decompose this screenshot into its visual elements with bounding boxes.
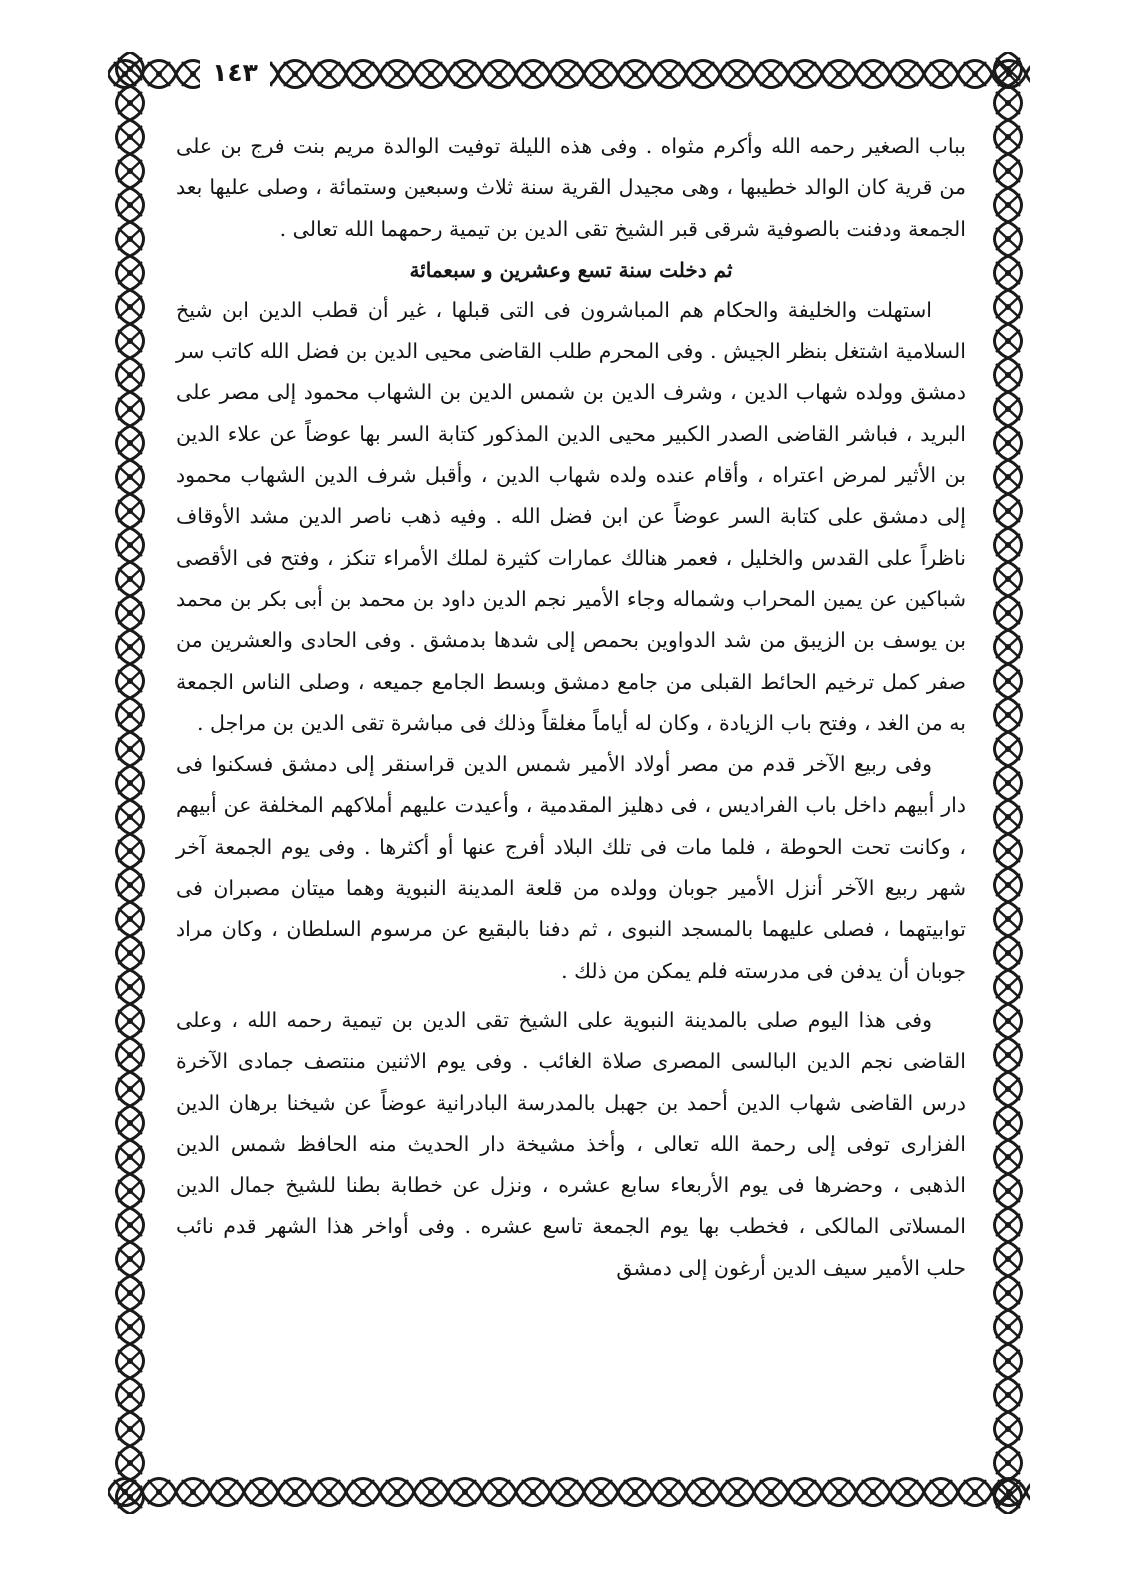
ornamental-border-left	[108, 52, 152, 1514]
paragraph: وفى هذا اليوم صلى بالمدينة النبوية على الشيخ تقى الدين بن تيمية رحمه الله ، وعلى القاضى نجم الدين البالسى المصرى صلاة الغائب . وفى يوم الاثنين منتصف جمادى الآخرة درس القاضى شهاب الدين أحمد بن جهبل بالمدرسة البادرانية عوضاً عن شيخنا برهان الدين الفزارى توفى إلى رحمة الله تعالى ، وأخذ مشيخة دار الحديث منه الحافظ شمس الدين الذهبى ، وحضرها فى يوم الأربعاء سابع عشره ، ونزل عن خطابة بطنا للشيخ جمال الدين المسلاتى المالكى ، فخطب بها يوم الجمعة تاسع عشره . وفى أواخر هذا الشهر قدم نائب حلب الأمير سيف الدين أرغون إلى دمشق	[176, 1007, 966, 1280]
paragraph: استهلت والخليفة والحكام هم المباشرون فى التى قبلها ، غير أن قطب الدين ابن شيخ السلامية اشتغل بنظر الجيش . وفى المحرم طلب القاضى محيى الدين بن فضل الله كاتب سر دمشق وولده شهاب الدين ، وشرف الدين بن شمس الدين بن الشهاب محمود إلى مصر على البريد ، فباشر القاضى الصدر الكبير محيى الدين المذكور كتابة السر بها عوضاً عن علاء الدين بن الأثير لمرض اعتراه ، وأقام عنده ولده شهاب الدين ، وأقبل شرف الدين الشهاب محمود إلى دمشق على كتابة السر عوضاً عن ابن فضل الله . وفيه ذهب ناصر الدين مشد الأوقاف ناظراً على القدس والخليل ، فعمر هنالك عمارات كثيرة لملك الأمراء تنكز ، وفتح فى الأقصى شباكين عن يمين المحراب وشماله وجاء الأمير نجم الدين داود بن محمد بن أبى بكر بن محمد بن يوسف بن الزيبق من شد الدواوين بحمص إلى شدها بدمشق . وفى الحادى والعشرين من صفر كمل ترخيم الحائط القبلى من جامع دمشق وبسط الجامع جميعه ، وصلى الناس الجمعة به من الغد ، وفتح باب الزيادة ، وكان له أياماً مغلقاً وذلك فى مباشرة تقى الدين بن مراجل .	[176, 297, 966, 735]
page-text	[176, 126, 966, 1289]
paragraph: وفى ربيع الآخر قدم من مصر أولاد الأمير شمس الدين قراسنقر إلى دمشق فسكنوا فى دار أبيهم داخل باب الفراديس ، فى دهليز المقدمية ، وأعيدت عليهم أملاكهم المخلفة عن أبيهم ، وكانت تحت الحوطة ، فلما مات فى تلك البلاد أفرج عنها أو أكثرها . وفى يوم الجمعة آخر شهر ربيع الآخر أنزل الأمير جوبان وولده من قلعة المدينة النبوية وهما ميتان مصبران فى توابيتهما ، فصلى عليهما بالمسجد النبوى ، ثم دفنا بالبقيع عن مرسوم السلطان ، وكان مراد جوبان أن يدفن فى مدرسته فلم يمكن من ذلك .	[176, 752, 966, 983]
ornamental-border-right	[986, 52, 1030, 1514]
paragraph: بباب الصغير رحمه الله وأكرم مثواه . وفى هذه الليلة توفيت الوالدة مريم بنت فرج بن على من قرية كان الوالد خطيبها ، وهى مجيدل القرية سنة ثلاث وسبعين وستمائة ، وصلى عليها بعد الجمعة ودفنت بالصوفية شرقى قبر الشيخ تقى الدين بن تيمية رحمهما الله تعالى .	[176, 134, 966, 241]
section-heading: ثم دخلت سنة تسع وعشرين و سبعمائة	[409, 257, 733, 282]
page-number: ١٤٣	[200, 57, 270, 89]
ornamental-border-bottom	[108, 1470, 1030, 1514]
